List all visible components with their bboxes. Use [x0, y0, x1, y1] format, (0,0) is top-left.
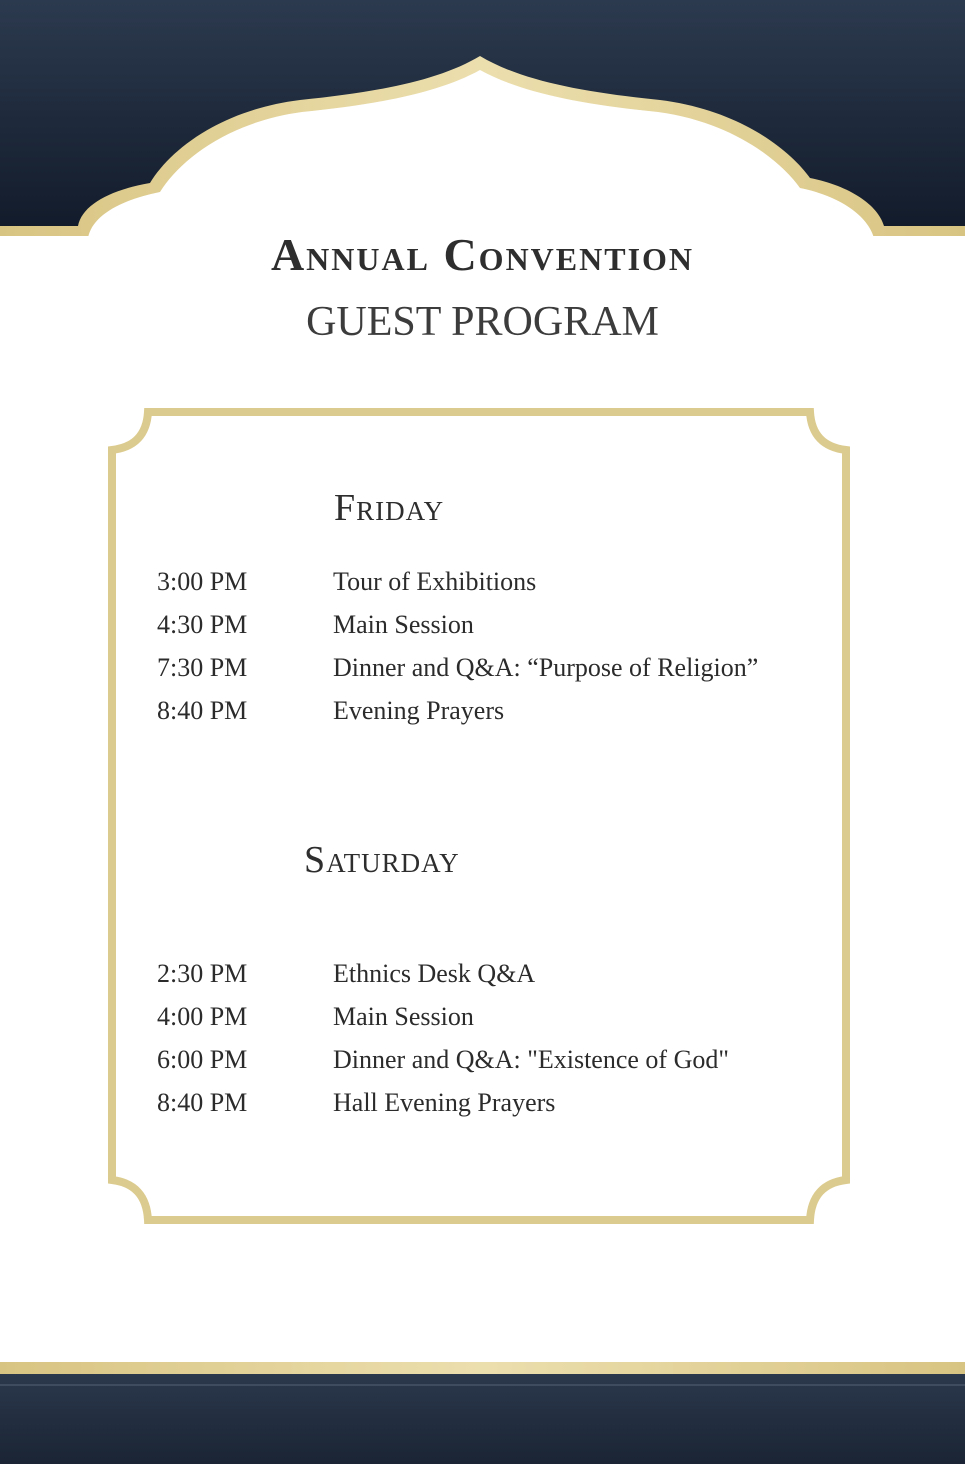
- bottom-gold-line: [0, 1362, 965, 1374]
- day-heading-saturday: Saturday: [304, 839, 460, 881]
- page-title: Annual Convention: [270, 229, 695, 280]
- schedule-row: [157, 689, 817, 732]
- page-subtitle: GUEST PROGRAM: [306, 299, 659, 345]
- schedule-row: [157, 603, 817, 646]
- event-title: Hall Evening Prayers: [333, 1087, 556, 1117]
- event-title: Main Session: [333, 1001, 474, 1031]
- event-time: 2:30 PM: [157, 958, 248, 988]
- event-title: Dinner and Q&A: “Purpose of Religion”: [333, 652, 759, 682]
- schedule-saturday: [157, 952, 817, 1124]
- event-time: 8:40 PM: [157, 695, 248, 725]
- event-time: 3:00 PM: [157, 566, 248, 596]
- event-title: Main Session: [333, 609, 474, 639]
- event-time: 6:00 PM: [157, 1044, 248, 1074]
- schedule-row: [157, 646, 817, 689]
- event-time: 4:30 PM: [157, 609, 248, 639]
- schedule-row: [157, 1038, 817, 1081]
- event-time: 7:30 PM: [157, 652, 248, 682]
- day-heading-friday: Friday: [334, 487, 445, 529]
- event-time: 4:00 PM: [157, 1001, 248, 1031]
- event-title: Tour of Exhibitions: [333, 566, 537, 596]
- event-title: Evening Prayers: [333, 695, 505, 725]
- event-title: Ethnics Desk Q&A: [333, 958, 536, 988]
- schedule-row: [157, 952, 817, 995]
- event-title: Dinner and Q&A: "Existence of God": [333, 1044, 729, 1074]
- schedule-row: [157, 1081, 817, 1124]
- bottom-band: [0, 1374, 965, 1464]
- schedule-friday: [157, 560, 817, 732]
- event-time: 8:40 PM: [157, 1087, 248, 1117]
- schedule-row: [157, 995, 817, 1038]
- schedule-row: [157, 560, 817, 603]
